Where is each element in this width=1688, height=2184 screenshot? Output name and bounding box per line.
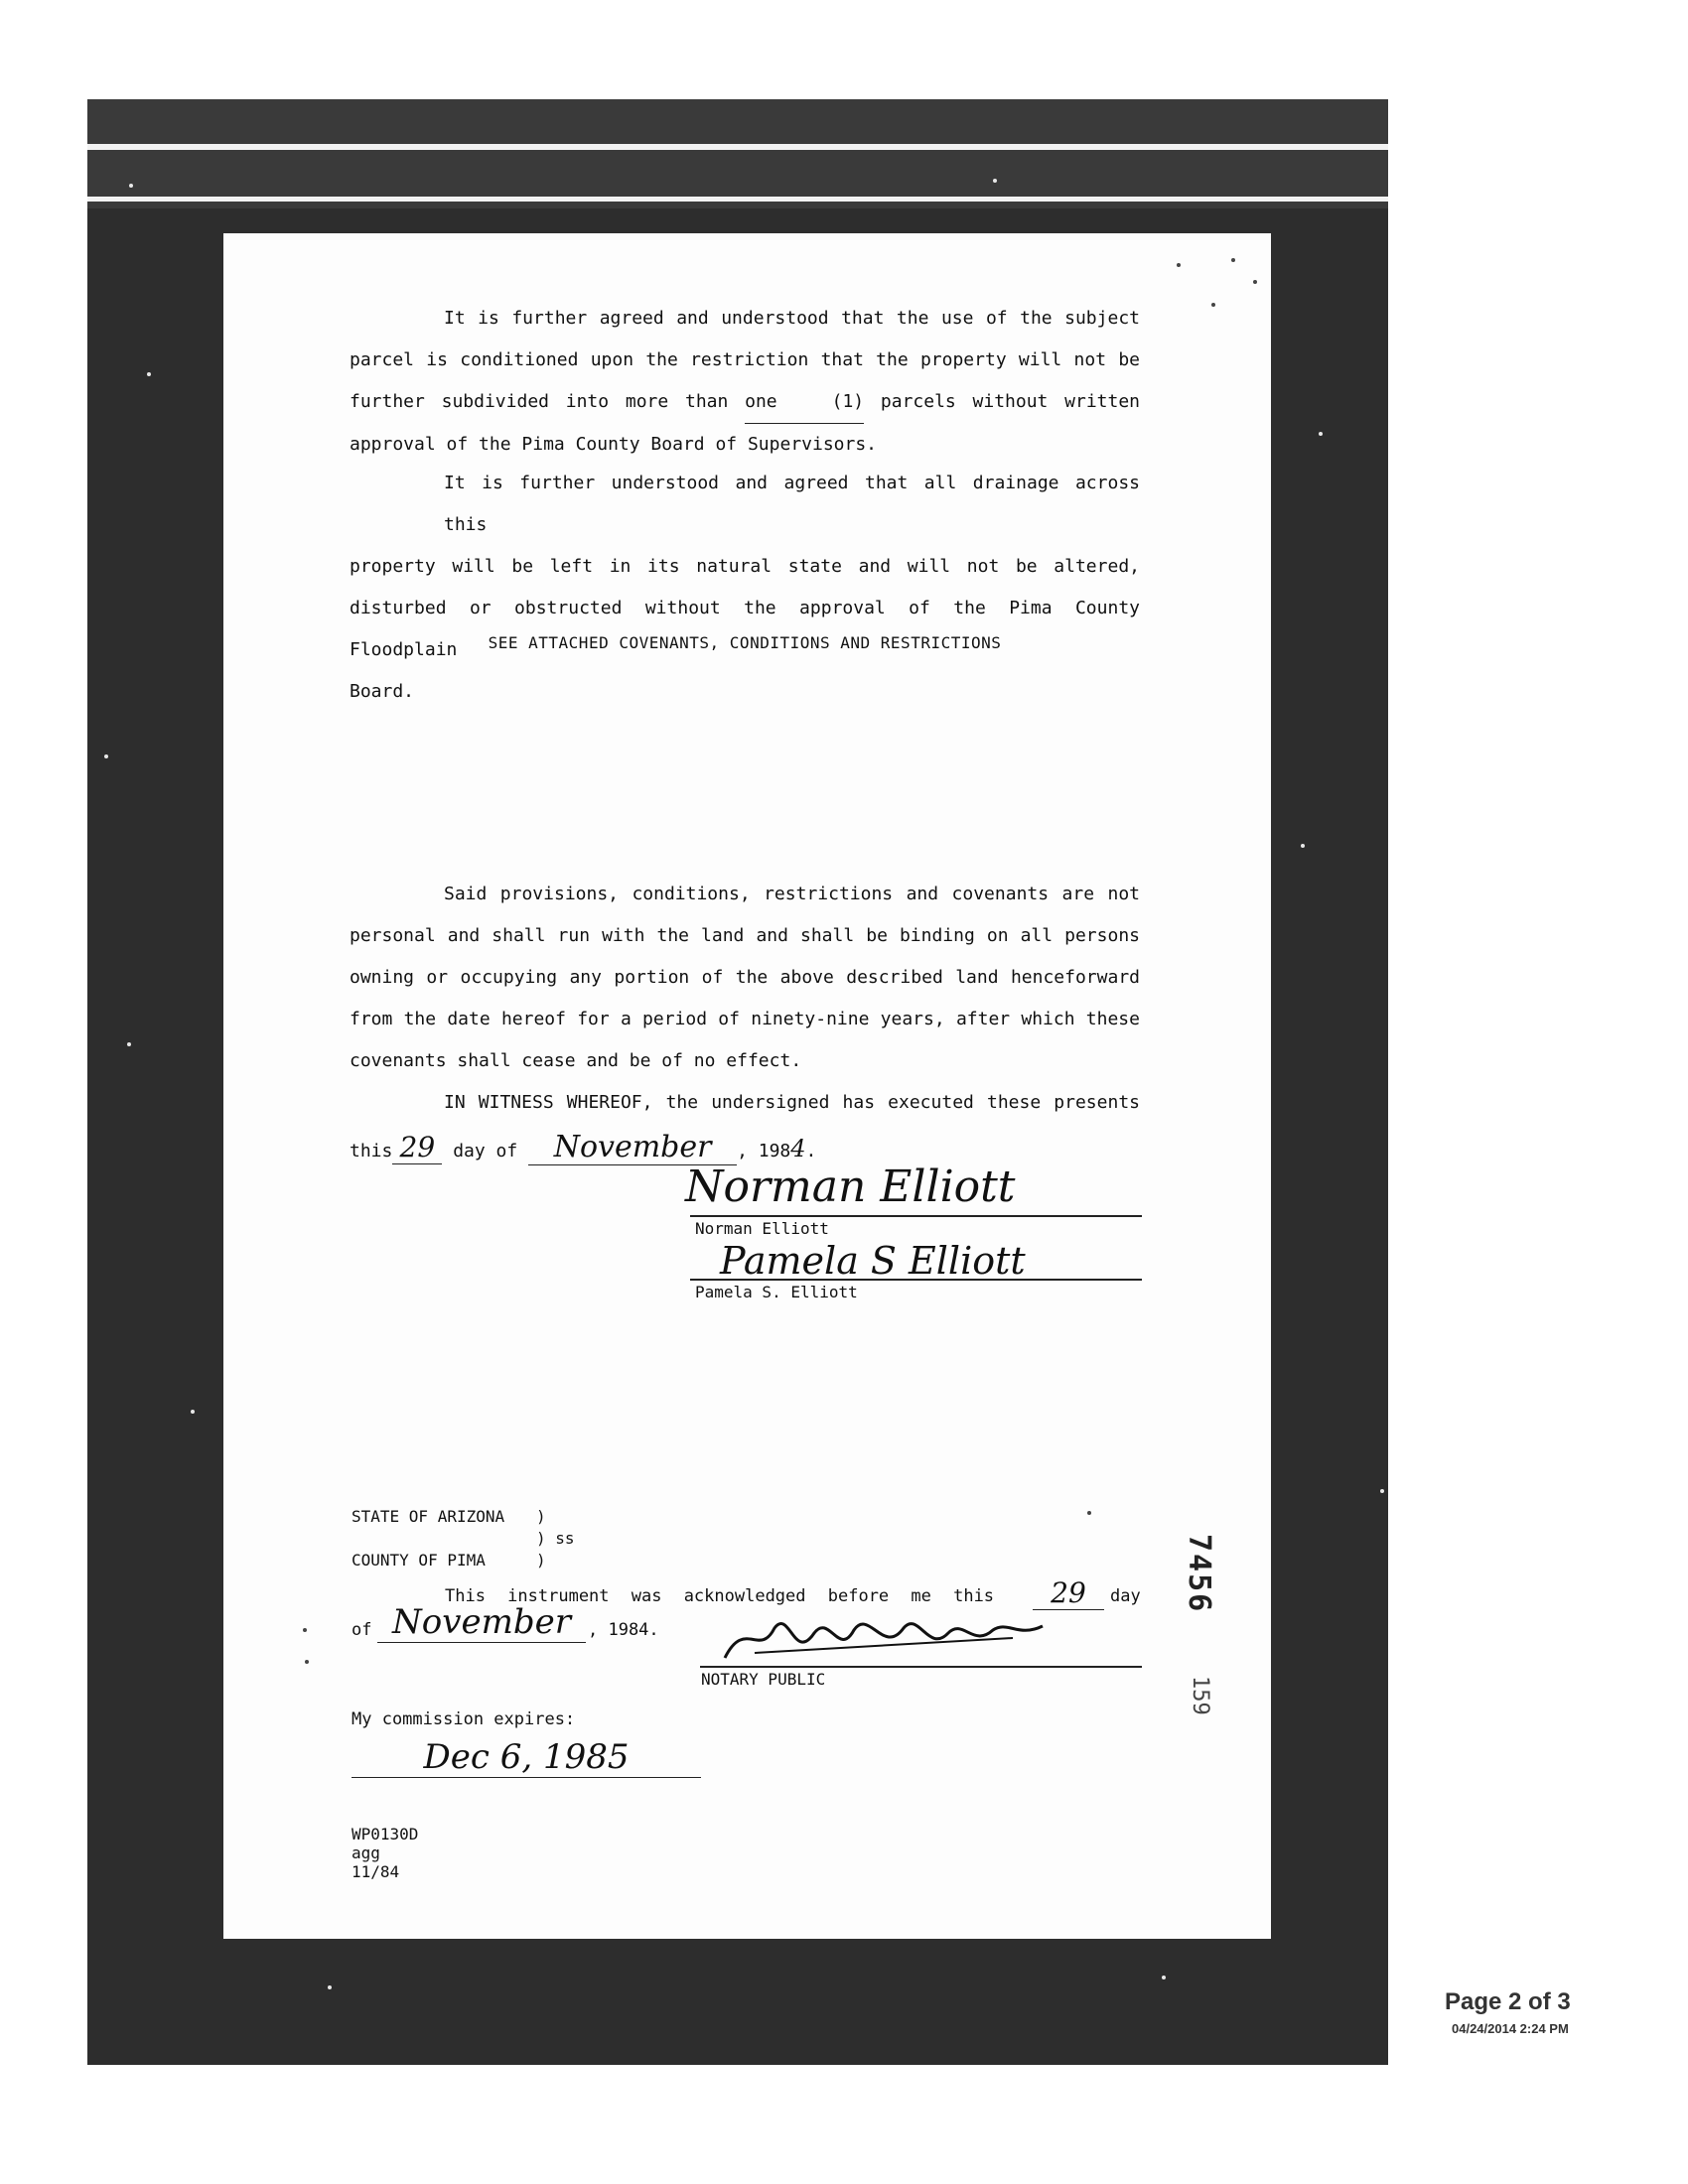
scan-top-band: [87, 99, 1388, 208]
acknowledgment-text: This instrument was acknowledged before me this: [445, 1586, 995, 1606]
bracket: ): [536, 1551, 546, 1570]
notary-signature: [715, 1608, 1053, 1668]
signer1-name: Norman Elliott: [695, 1219, 829, 1238]
bracket: ): [536, 1507, 546, 1526]
scan-speck: [1319, 432, 1323, 436]
execution-day-field: 29: [392, 1131, 442, 1164]
recording-book-number: 7456: [1182, 1534, 1216, 1614]
restriction-paragraph: [350, 298, 1140, 466]
drainage-line: disturbed or obstructed without the approval of the Pima County Floodplain: [350, 598, 1140, 660]
ack-of-label: of: [352, 1620, 372, 1640]
scan-speck: [127, 1042, 131, 1046]
see-attached-heading: SEE ATTACHED COVENANTS, CONDITIONS AND RESTRICTIONS: [488, 633, 1002, 652]
execution-dayof-label: day of: [453, 1141, 518, 1161]
ss-label: ) ss: [536, 1529, 575, 1548]
signature-line: [690, 1279, 1142, 1281]
print-timestamp: 04/24/2014 2:24 PM: [1452, 2021, 1569, 2036]
restriction-line: parcel is conditioned upon the restriction that the property will not be: [350, 349, 1140, 370]
scan-speck: [104, 754, 108, 758]
scan-artifact-line: [87, 144, 1388, 150]
execution-year-prefix: , 198: [737, 1141, 791, 1161]
scan-speck: [1177, 263, 1181, 267]
ack-month-field: November: [377, 1602, 586, 1643]
provisions-line: Said provisions, conditions, restrictions and covenants are not: [444, 884, 1140, 904]
footer-code: 11/84: [352, 1862, 400, 1881]
scan-speck: [129, 184, 133, 188]
footer-code: agg: [352, 1843, 380, 1862]
restriction-text: further subdivided into more than: [350, 391, 729, 412]
witness-line: IN WITNESS WHEREOF, the undersigned has executed these presents: [444, 1092, 1140, 1113]
execution-date-line: this 29 day of November , 1984.: [350, 1130, 817, 1164]
restriction-line: It is further agreed and understood that the use of the subject: [444, 308, 1140, 329]
provisions-line: from the date hereof for a period of ninety-nine years, after which these: [350, 1009, 1140, 1029]
scan-speck: [1162, 1976, 1166, 1979]
restriction-line: [350, 381, 1140, 424]
scan-speck: [1211, 303, 1215, 307]
drainage-line: property will be left in its natural state and will not be altered,: [350, 556, 1140, 577]
scan-speck: [303, 1628, 307, 1632]
scan-speck: [1380, 1489, 1384, 1493]
execution-this-label: this: [350, 1141, 393, 1161]
state-label: STATE OF ARIZONA: [352, 1507, 505, 1526]
signature-line: [690, 1215, 1142, 1217]
execution-month-field: November: [528, 1130, 737, 1165]
parcel-count-field: one (1): [745, 381, 864, 424]
scan-speck: [1253, 280, 1257, 284]
ack-day-label: day: [1110, 1586, 1141, 1606]
drainage-line: It is further understood and agreed that all drainage across this: [444, 473, 1140, 535]
page-number: Page 2 of 3: [1445, 1988, 1571, 2015]
provisions-line: owning or occupying any portion of the above described land henceforward: [350, 967, 1140, 988]
drainage-paragraph: [350, 463, 1140, 713]
scan-speck: [1087, 1511, 1091, 1515]
commission-label: My commission expires:: [352, 1709, 576, 1729]
ack-day-field: 29: [1033, 1576, 1104, 1610]
footer-code: WP0130D: [352, 1825, 419, 1843]
notary-signature-line: [700, 1666, 1142, 1668]
scan-speck: [191, 1410, 195, 1414]
notary-public-label: NOTARY PUBLIC: [701, 1670, 826, 1689]
scan-speck: [147, 372, 151, 376]
restriction-text: parcels without written: [880, 391, 1141, 412]
restriction-line: approval of the Pima County Board of Supervisors.: [350, 434, 878, 455]
county-label: COUNTY OF PIMA: [352, 1551, 486, 1570]
scan-speck: [328, 1985, 332, 1989]
commission-expiry-field: Dec 6, 1985: [352, 1737, 701, 1778]
signer2-name: Pamela S. Elliott: [695, 1283, 858, 1301]
scan-speck: [993, 179, 997, 183]
execution-year-suffix: 4: [790, 1135, 806, 1162]
signature-pamela-elliott: Pamela S Elliott: [720, 1239, 1026, 1283]
provisions-paragraph: [350, 874, 1140, 1124]
provisions-line: covenants shall cease and be of no effect.: [350, 1050, 802, 1071]
signature-norman-elliott: Norman Elliott: [685, 1161, 1016, 1212]
provisions-line: personal and shall run with the land and shall be binding on all persons: [350, 925, 1140, 946]
scan-speck: [305, 1660, 309, 1664]
scan-speck: [1231, 258, 1235, 262]
scan-artifact-line: [87, 197, 1388, 202]
footer-codes: [352, 1825, 418, 1881]
drainage-line: Board.: [350, 681, 415, 702]
scan-speck: [1301, 844, 1305, 848]
ack-year-text: , 1984.: [588, 1620, 659, 1640]
recording-page-number: 159: [1188, 1676, 1212, 1715]
